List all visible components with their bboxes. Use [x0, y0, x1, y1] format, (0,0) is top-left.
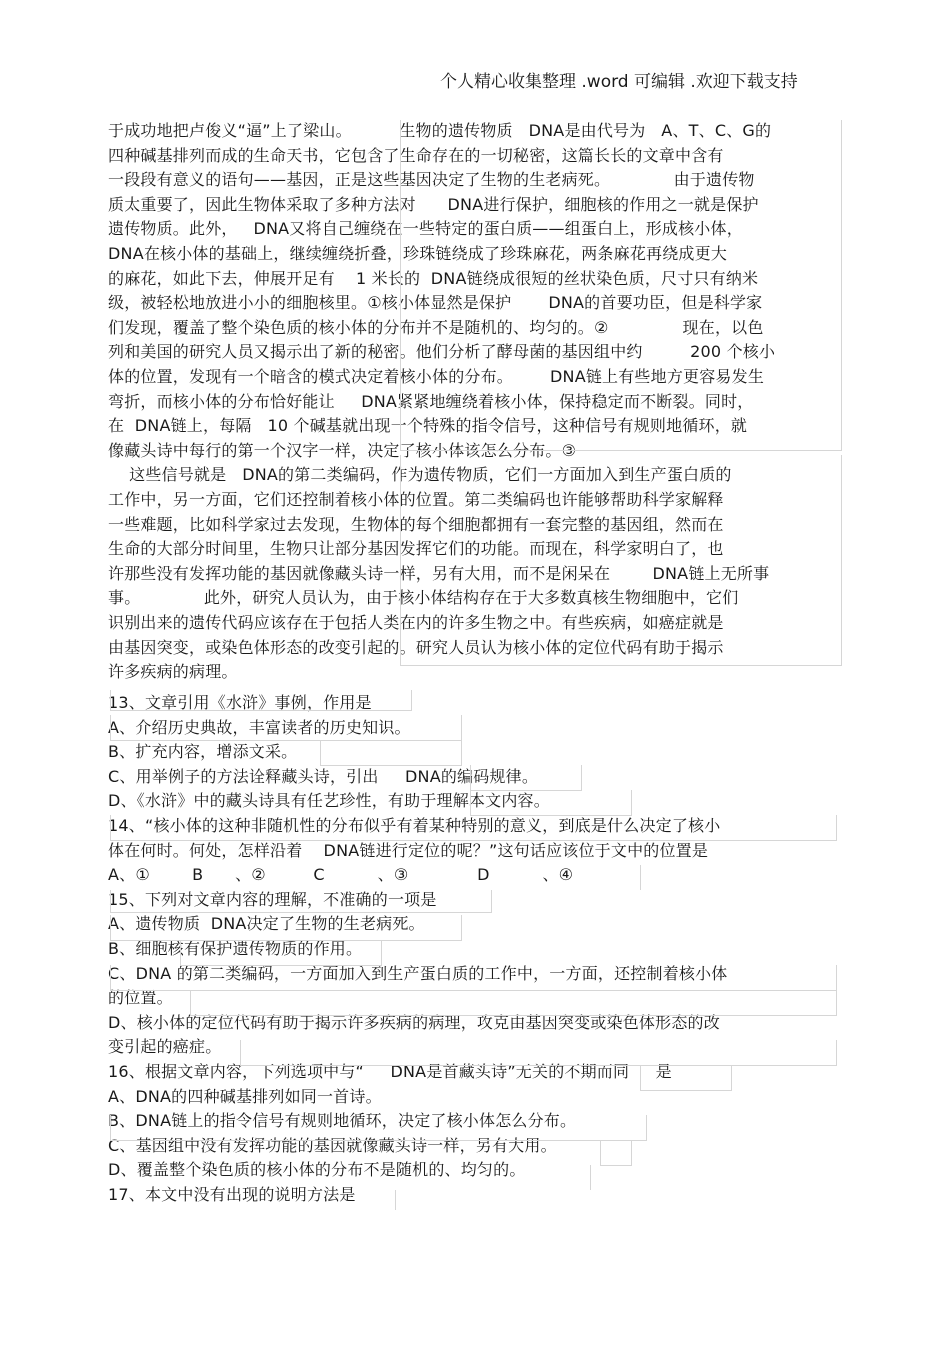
article-line: 许多疾病的病理。 — [108, 662, 238, 682]
article-line: 像藏头诗中每行的第一个汉字一样，决定了核小体该怎么分布。③ — [108, 440, 577, 460]
article-line: 识别出来的遗传代码应该存在于包括人类在内的许多生物之中。有些疾病，如癌症就是 — [108, 613, 724, 632]
question-line: B、细胞核有保护遗传物质的作用。 — [108, 939, 363, 958]
scan-frame — [400, 120, 842, 451]
question-line: 的位置。 — [108, 988, 173, 1008]
question-line: 17、本文中没有出现的说明方法是 — [108, 1185, 356, 1204]
scan-frame — [110, 965, 837, 991]
scan-frame — [110, 815, 837, 841]
article-line: 一些难题，比如科学家过去发现，生物体的每个细胞都拥有一套完整的基因组，然而在 — [108, 514, 724, 534]
scan-frame — [110, 715, 462, 741]
article-line: 生命的大部分时间里，生物只让部分基因发挥它们的功能。而现在，科学家明白了，也 — [108, 539, 724, 559]
scan-frame — [640, 1065, 732, 1091]
scan-frame — [110, 690, 412, 711]
question-line: D、《水浒》中的藏头诗具有任艺珍性，有助于理解本文内容。 — [108, 791, 550, 811]
question-line: 14、“核小体的这种非随机性的分布似乎有着某种特别的意义，到底是什么决定了核小 — [108, 816, 721, 835]
question-line: C、基因组中没有发挥功能的基因就像藏头诗一样，另有大用。 — [108, 1135, 557, 1155]
scan-frame — [320, 740, 462, 766]
question-line: D、核小体的定位代码有助于揭示许多疾病的病理，攻克由基因突变或染色体形态的改 — [108, 1012, 720, 1032]
scan-frame — [470, 765, 582, 791]
page-header: 个人精心收集整理 .word 可编辑 .欢迎下载支持 — [440, 72, 798, 92]
article-line: 们发现，覆盖了整个染色质的核小体的分布并不是随机的、均匀的。② 现在，以色 — [108, 317, 764, 337]
scan-frame — [600, 1140, 632, 1166]
question-line: B、扩充内容，增添文采。 — [108, 742, 298, 762]
question-line: A、① B 、② C 、③ D 、④ — [108, 865, 574, 885]
article-line: 的麻花，如此下去，伸展开足有 1 米长的 DNA链绕成很短的丝状染色质，尺寸只有纳米 — [108, 268, 759, 288]
scan-frame — [470, 790, 632, 816]
question-line: C、DNA 的第二类编码，一方面加入到生产蛋白质的工作中，一方面，还控制着核小体 — [108, 963, 728, 983]
question-line: B、DNA链上的指令信号有规则地循环，决定了核小体怎么分布。 — [108, 1111, 577, 1131]
article-line: 质太重要了，因此生物体采取了多种方法对 DNA进行保护，细胞核的作用之一就是保护 — [108, 194, 759, 214]
article-line: 列和美国的研究人员又揭示出了新的秘密。他们分析了酵母菌的基因组中约 200 个核小 — [108, 342, 776, 362]
question-line: 15、下列对文章内容的理解，不准确的一项是 — [108, 889, 437, 909]
scan-frame — [190, 990, 837, 1016]
scan-frame — [400, 455, 842, 666]
scan-frame — [640, 865, 641, 890]
scan-frame — [110, 890, 492, 913]
article-line: 于成功地把卢俊义“逼”上了梁山。 生物的遗传物质 DNA是由代号为 A、T、C、G的 — [108, 121, 772, 140]
article-line: 事。 此外，研究人员认为，由于核小体结构存在于大多数真核生物细胞中，它们 — [108, 588, 739, 608]
question-line: 变引起的癌症。 — [108, 1037, 222, 1057]
question-line: 体在何时。何处，怎样沿着 DNA链进行定位的呢？”这句话应该位于文中的位置是 — [108, 840, 709, 860]
article-line: DNA在核小体的基础上，继续缠绕折叠，珍珠链绕成了珍珠麻花，两条麻花再绕成更大 — [108, 244, 728, 263]
question-line: A、遗传物质 DNA决定了生物的生老病死。 — [108, 914, 425, 934]
article-line: 弯折，而核小体的分布恰好能让 DNA紧紧地缠绕着核小体，保持稳定而不断裂。同时， — [108, 391, 754, 411]
article-line: 四种碱基排列而成的生命天书，它包含了生命存在的一切秘密，这篇长长的文章中含有 — [108, 145, 724, 165]
question-line: 16、根据文章内容，下列选项中与“ DNA是首藏头诗”无关的不期而同 是 — [108, 1062, 672, 1081]
article-line: 级，被轻松地放进小小的细胞核里。①核小体显然是保护 DNA的首要功臣，但是科学家 — [108, 293, 763, 313]
article-line: 遗传物质。此外， DNA又将自己缠绕在一些特定的蛋白质——组蛋白上，形成核小体， — [108, 219, 743, 239]
question-line: A、DNA的四种碱基排列如同一首诗。 — [108, 1086, 382, 1106]
article-line: 体的位置，发现有一个暗含的模式决定着核小体的分布。 DNA链上有些地方更容易发生 — [108, 367, 765, 386]
scan-frame — [110, 915, 462, 941]
scan-frame — [240, 1040, 837, 1066]
article-line: 一段段有意义的语句——基因，正是这些基因决定了生物的生老病死。 由于遗传物 — [108, 170, 755, 190]
scan-frame — [590, 1165, 591, 1190]
article-line: 这些信号就是 DNA的第二类编码，作为遗传物质，它们一方面加入到生产蛋白质的 — [108, 465, 732, 485]
scan-frame — [180, 940, 382, 966]
question-line: C、用举例子的方法诠释藏头诗，引出 DNA的编码规律。 — [108, 766, 539, 786]
article-line: 工作中，另一方面，它们还控制着核小体的位置。第二类编码也许能够帮助科学家解释 — [108, 490, 724, 509]
article-line: 许那些没有发挥功能的基因就像藏头诗一样，另有大用，而不是闲呆在 DNA链上无所事 — [108, 563, 770, 583]
question-line: 13、文章引用《水浒》事例，作用是 — [108, 693, 372, 712]
article-line: 在 DNA链上，每隔 10 个碱基就出现一个特殊的指令信号，这种信号有规则地循环，就 — [108, 416, 748, 436]
scan-frame — [395, 1190, 396, 1210]
scan-frame — [110, 1115, 647, 1141]
article-line: 由基因突变，或染色体形态的改变引起的。研究人员认为核小体的定位代码有助于揭示 — [108, 637, 724, 657]
question-line: D、覆盖整个染色质的核小体的分布不是随机的、均匀的。 — [108, 1160, 526, 1180]
question-line: A、介绍历史典故，丰富读者的历史知识。 — [108, 717, 411, 737]
